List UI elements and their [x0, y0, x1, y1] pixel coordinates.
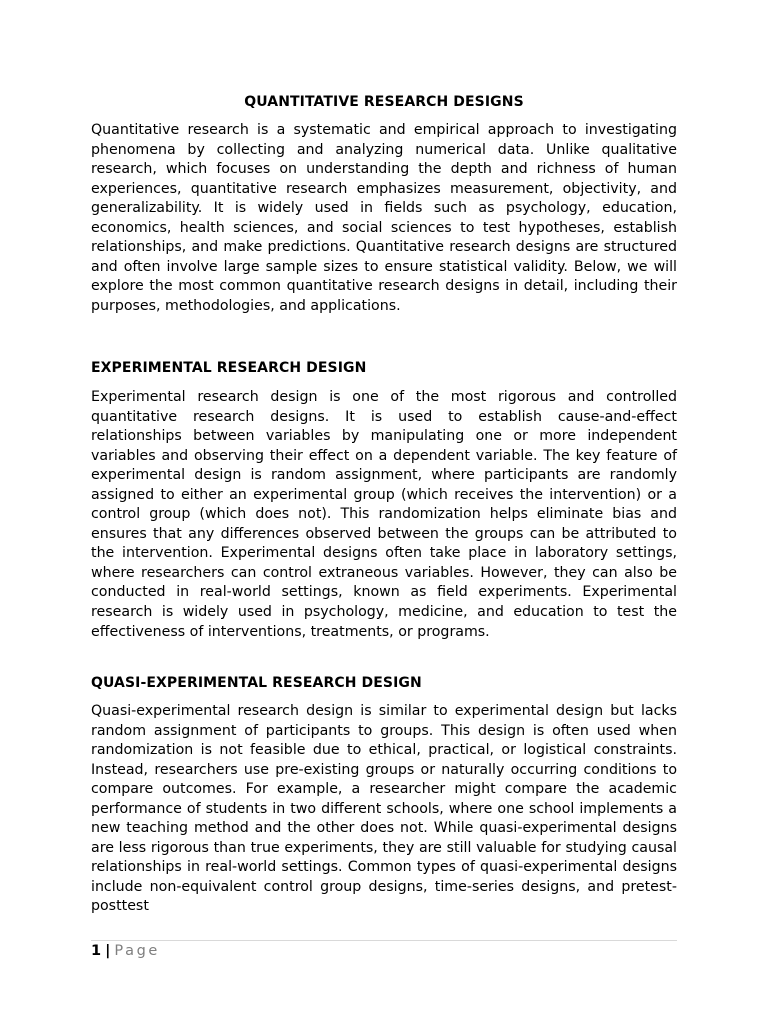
- footer-divider: [91, 940, 677, 941]
- section-heading-experimental: EXPERIMENTAL RESEARCH DESIGN: [91, 360, 367, 376]
- section-heading-quasi-experimental: QUASI-EXPERIMENTAL RESEARCH DESIGN: [91, 675, 422, 691]
- page-number: 1: [91, 943, 102, 959]
- page-label: Page: [114, 943, 160, 959]
- footer-separator: |: [105, 943, 111, 959]
- document-page: [91, 0, 677, 1024]
- intro-paragraph: Quantitative research is a systematic and empirical approach to investigating phenomena by collecting and analyzing numerical data. Unlike qualitative research, which focuses on understanding the depth and richness of human experiences, quantitative research emphasizes measurement, objectivity, and generalizability. It is widely used in fields such as psychology, education, economics, health sciences, and social sciences to test hypotheses, establish relationships, and make predictions. Quantitative research designs are structured and often involve large sample sizes to ensure statistical validity. Below, we will explore the most common quantitative research designs in detail, including their purposes, methodologies, and applications.: [91, 122, 677, 314]
- section-body-experimental: Experimental research design is one of the most rigorous and controlled quantitative research designs. It is used to establish cause-and-effect relationships between variables by manipulating one or more independent variables and observing their effect on a dependent variable. The key feature of experimental design is random assignment, where participants are randomly assigned to either an experimental group (which receives the intervention) or a control group (which does not). This randomization helps eliminate bias and ensures that any differences observed between the groups can be attributed to the intervention. Experimental designs often take place in laboratory settings, where researchers can control extraneous variables. However, they can also be conducted in real-world settings, known as field experiments. Experimental research is widely used in psychology, medicine, and education to test the effectiveness of interventions, treatments, or programs.: [91, 389, 677, 640]
- section-body-quasi-experimental: Quasi-experimental research design is similar to experimental design but lacks random assignment of participants to groups. This design is often used when randomization is not feasible due to ethical, practical, or logistical constraints. Instead, researchers use pre-existing groups or naturally occurring conditions to compare outcomes. For example, a researcher might compare the academic performance of students in two different schools, where one school implements a new teaching method and the other does not. While quasi-experimental designs are less rigorous than true experiments, they are still valuable for studying causal relationships in real-world settings. Common types of quasi-experimental designs include non-equivalent control group designs, time-series designs, and pretest-posttest: [91, 703, 677, 915]
- page-footer: [91, 941, 160, 961]
- document-title: QUANTITATIVE RESEARCH DESIGNS: [244, 94, 524, 110]
